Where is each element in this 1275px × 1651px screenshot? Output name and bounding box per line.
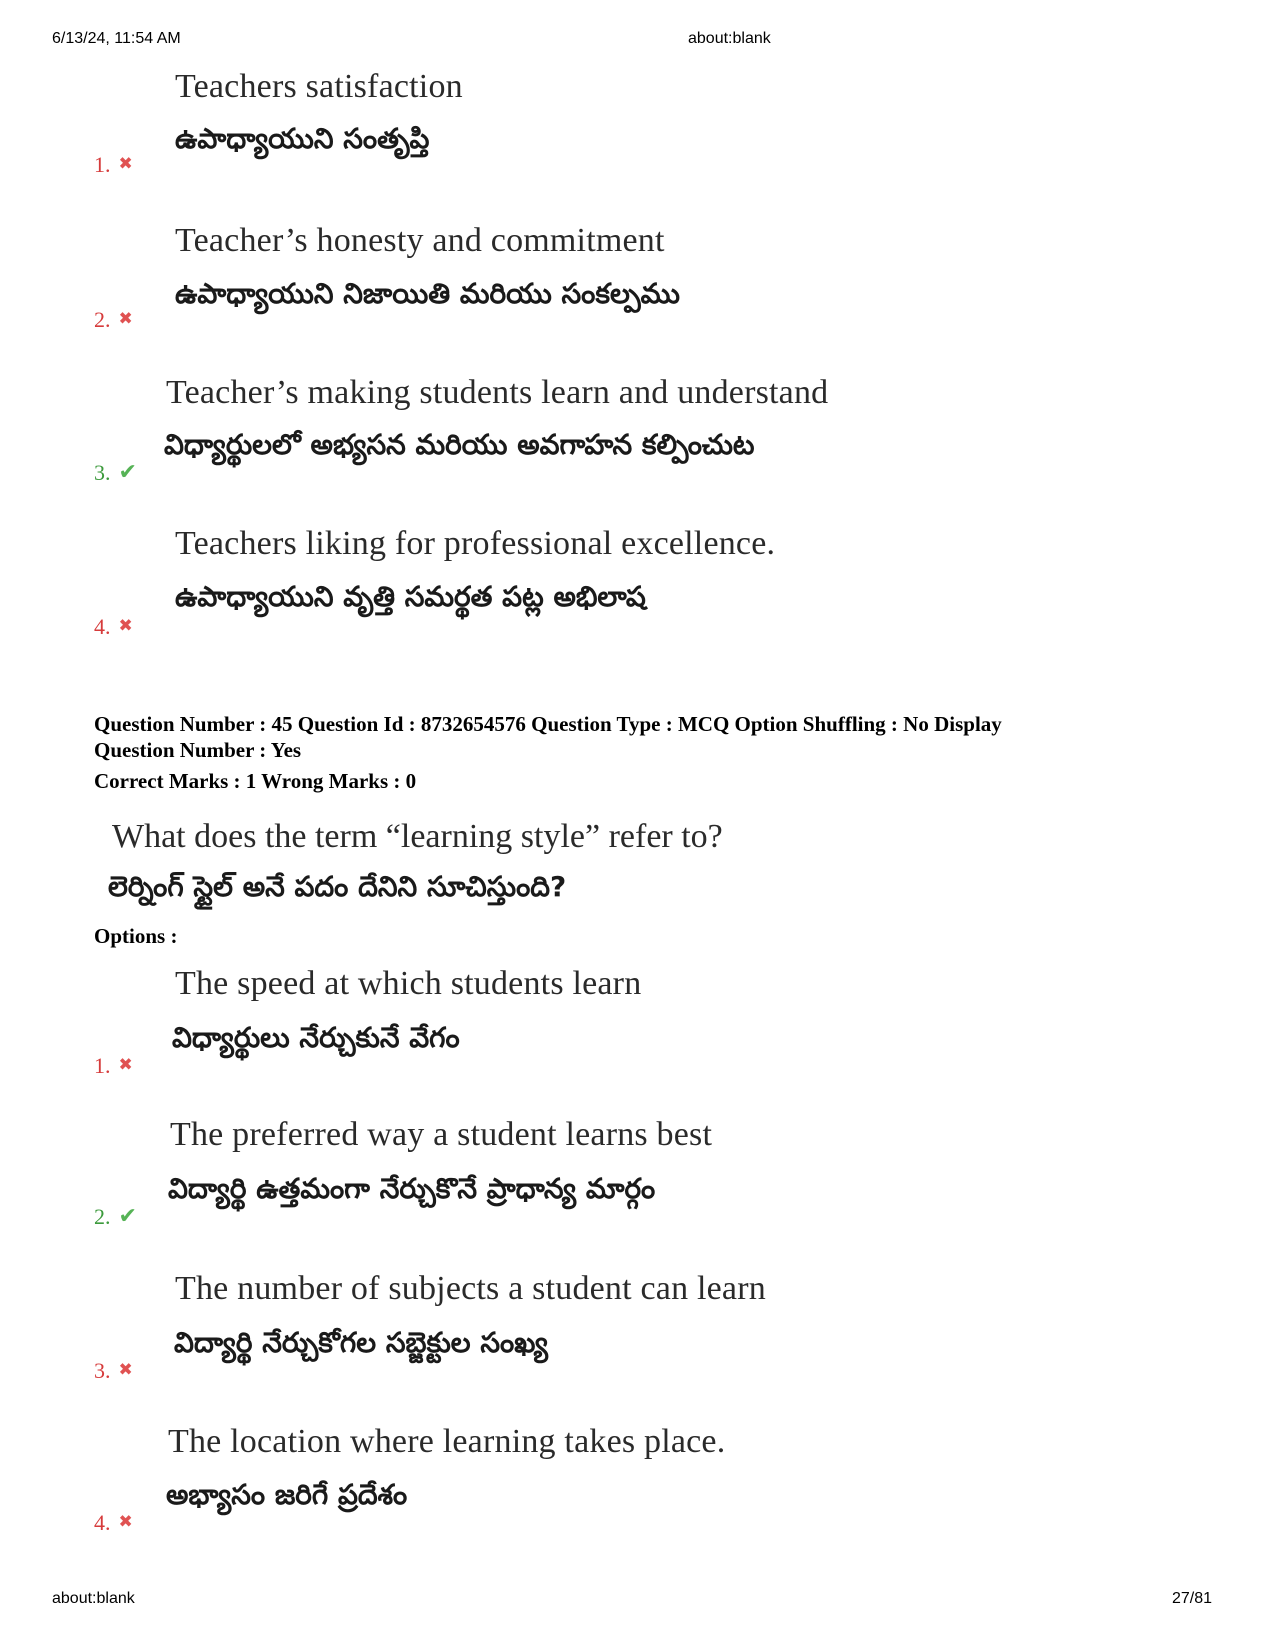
option-3-telugu: విద్యార్థి నేర్చుకోగల సబ్జెక్టుల సంఖ్య xyxy=(174,1326,548,1359)
options-label: Options : xyxy=(94,924,178,948)
cross-icon: ✖ xyxy=(118,1055,133,1075)
option-4-english: The location where learning takes place. xyxy=(168,1423,726,1460)
print-footer-url: about:blank xyxy=(52,1590,135,1607)
option-1-marker xyxy=(94,1053,133,1079)
option-1-number: 1. xyxy=(94,1053,111,1078)
cross-icon: ✖ xyxy=(118,309,133,329)
cross-icon: ✖ xyxy=(118,616,133,636)
option-4-number: 4. xyxy=(94,1510,111,1535)
option-4-marker xyxy=(94,1510,133,1536)
option-2-telugu: విద్యార్థి ఉత్తమంగా నేర్చుకొనే ప్రాధాన్య మార్గం xyxy=(168,1172,656,1205)
prev-option-3-english: Teacher’s making students learn and understand xyxy=(166,374,829,411)
option-1-english: The speed at which students learn xyxy=(175,965,642,1002)
option-3-english: The number of subjects a student can learn xyxy=(175,1270,766,1307)
prev-option-3-marker xyxy=(94,460,137,486)
prev-option-1-english: Teachers satisfaction xyxy=(175,68,463,105)
prev-option-4-number: 4. xyxy=(94,614,111,639)
prev-option-2-english: Teacher’s honesty and commitment xyxy=(175,222,665,259)
prev-option-1-marker xyxy=(94,152,133,178)
option-2-english: The preferred way a student learns best xyxy=(170,1116,713,1153)
print-datetime: 6/13/24, 11:54 AM xyxy=(52,30,181,47)
prev-option-3-number: 3. xyxy=(94,460,111,485)
option-3-number: 3. xyxy=(94,1358,111,1383)
prev-option-2-number: 2. xyxy=(94,307,111,332)
page-number: 27/81 xyxy=(1172,1590,1213,1607)
cross-icon: ✖ xyxy=(118,1360,133,1380)
prev-option-1-telugu: ఉపాధ్యాయుని సంతృప్తి xyxy=(175,122,430,155)
option-1-telugu: విధ్యార్థులు నేర్చుకునే వేగం xyxy=(172,1021,460,1054)
prev-option-4-english: Teachers liking for professional excellence. xyxy=(175,525,776,562)
question-marks: Correct Marks : 1 Wrong Marks : 0 xyxy=(94,769,417,793)
option-2-marker xyxy=(94,1204,137,1230)
check-icon: ✔ xyxy=(118,460,137,485)
cross-icon: ✖ xyxy=(118,154,133,174)
option-2-number: 2. xyxy=(94,1204,111,1229)
option-4-telugu: అభ్యాసం జరిగే ప్రదేశం xyxy=(166,1478,408,1511)
prev-option-2-telugu: ఉపాధ్యాయుని నిజాయితి మరియు సంకల్పము xyxy=(175,277,680,310)
option-3-marker xyxy=(94,1358,133,1384)
prev-option-4-marker xyxy=(94,614,133,640)
prev-option-1-number: 1. xyxy=(94,152,111,177)
prev-option-4-telugu: ఉపాధ్యాయుని వృత్తి సమర్థత పట్ల అభిలాష xyxy=(175,580,646,613)
question-meta-line-1: Question Number : 45 Question Id : 8732654576 Question Type : MCQ Option Shuffling : No Display xyxy=(94,712,1002,736)
question-meta-line-2: Question Number : Yes xyxy=(94,738,302,762)
prev-option-3-telugu: విధ్యార్థులలో అభ్యసన మరియు అవగాహన కల్పించుట xyxy=(164,428,755,461)
question-text-english: What does the term “learning style” refer to? xyxy=(112,818,723,855)
check-icon: ✔ xyxy=(118,1204,137,1229)
question-text-telugu: లెర్నింగ్ స్టైల్ అనే పదం దేనిని సూచిస్తుంది? xyxy=(108,870,567,903)
cross-icon: ✖ xyxy=(118,1512,133,1532)
print-url: about:blank xyxy=(688,30,771,47)
prev-option-2-marker xyxy=(94,307,133,333)
